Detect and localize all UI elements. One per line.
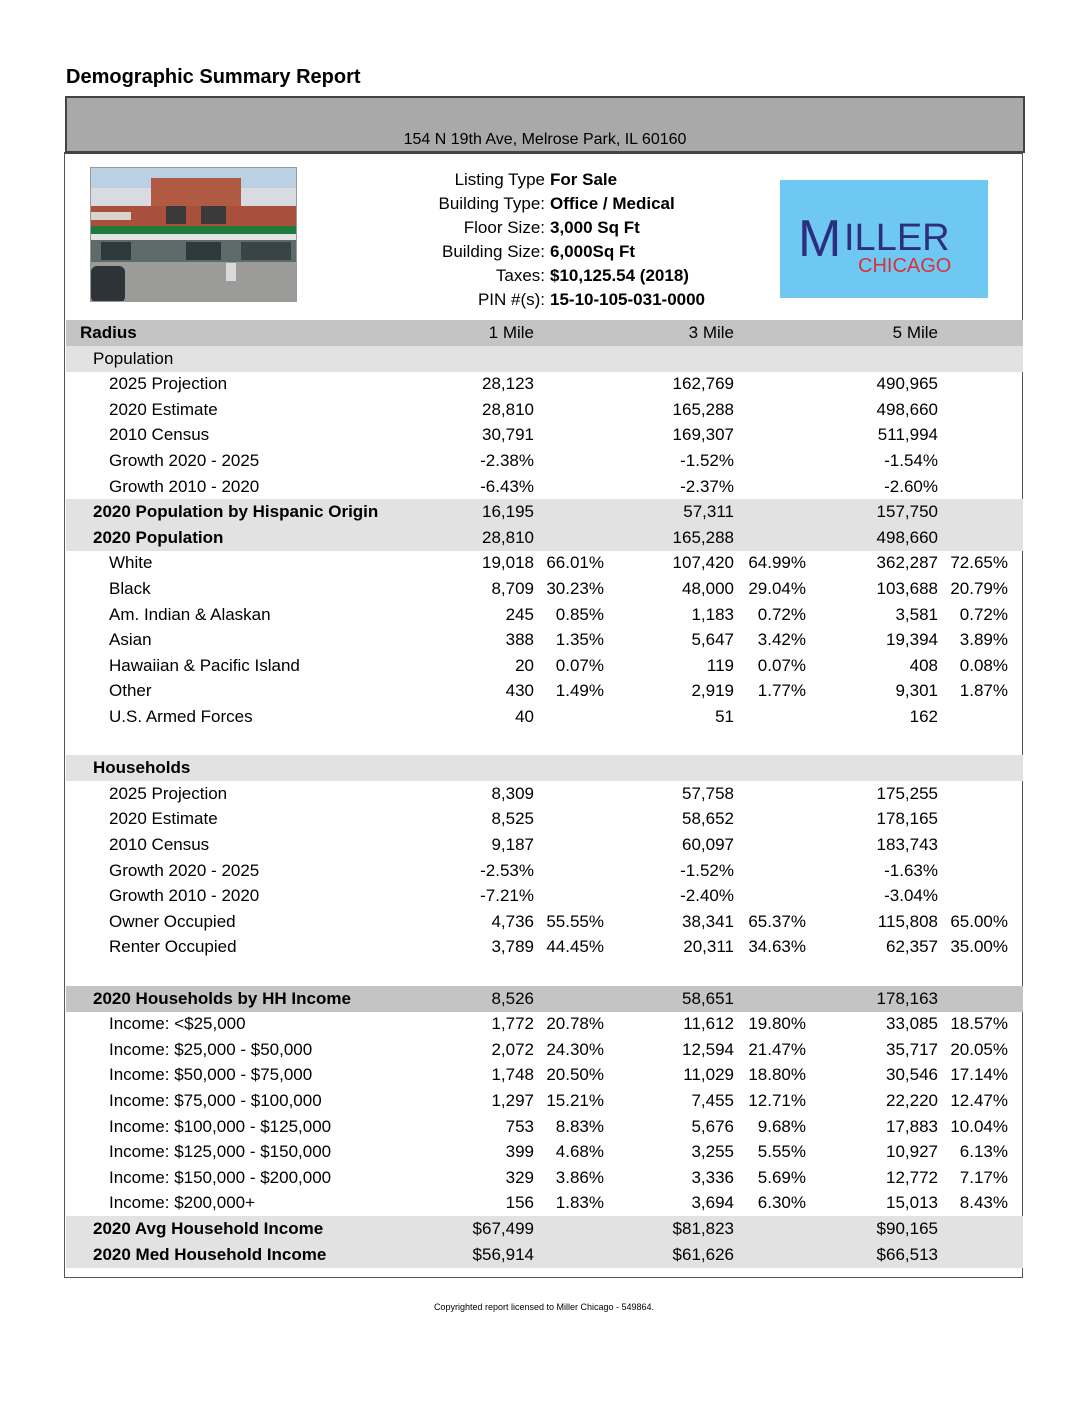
report-title: Demographic Summary Report	[66, 66, 361, 88]
value-cell: 490,965	[876, 374, 938, 394]
table-row	[66, 627, 1023, 653]
row-label: 2020 Households by HH Income	[93, 988, 351, 1008]
value-cell: -2.37%	[680, 476, 734, 496]
value-cell: 48,000	[682, 579, 734, 598]
logo-text-miller: M	[798, 210, 842, 268]
percent-cell: 9.68%	[757, 1116, 806, 1136]
percent-cell: 3.42%	[757, 630, 806, 650]
value-cell: 5,647	[691, 630, 734, 650]
table-row	[66, 499, 1023, 525]
value-cell: 12,772	[886, 1167, 938, 1187]
value-cell: 5,676	[691, 1116, 734, 1136]
value-cell: 40	[515, 707, 534, 726]
value-cell: 162,769	[672, 374, 734, 394]
value-cell: 103,688	[876, 579, 938, 598]
value-cell: 165,288	[672, 527, 734, 547]
percent-cell: 1.35%	[555, 630, 604, 650]
percent-cell: 29.04%	[748, 579, 806, 598]
value-cell: 511,994	[877, 425, 938, 445]
row-label: Income: $150,000 - $200,000	[109, 1167, 332, 1187]
value-cell: 8,526	[491, 988, 534, 1008]
table-row	[66, 1011, 1023, 1037]
value-cell: 22,220	[886, 1091, 938, 1110]
listing-label: Building Type:	[438, 194, 545, 213]
percent-cell: 5.55%	[757, 1142, 806, 1162]
listing-details	[380, 168, 760, 312]
percent-cell: 20.50%	[546, 1065, 604, 1085]
row-label: Black	[109, 579, 151, 598]
row-label: Income: $50,000 - $75,000	[109, 1065, 313, 1085]
value-cell: 5 Mile	[892, 323, 938, 342]
table-row	[66, 422, 1023, 448]
row-label: Growth 2010 - 2020	[109, 476, 260, 496]
percent-cell: 6.13%	[959, 1142, 1008, 1162]
percent-cell: 8.43%	[959, 1193, 1008, 1213]
percent-cell: 72.65%	[950, 553, 1008, 573]
table-row	[66, 576, 1023, 602]
row-label: Hawaiian & Pacific Island	[109, 655, 300, 675]
listing-row	[380, 216, 760, 240]
percent-cell: 3.89%	[959, 630, 1008, 650]
row-label: 2020 Population by Hispanic Origin	[93, 502, 379, 522]
value-cell: 362,287	[876, 553, 938, 573]
value-cell: 20	[515, 655, 534, 675]
row-label: Owner Occupied	[109, 911, 236, 931]
table-row	[66, 960, 1023, 986]
percent-cell: 66.01%	[546, 553, 604, 573]
table-row	[66, 346, 1023, 372]
value-cell: 3,336	[691, 1167, 734, 1187]
listing-value: 6,000Sq Ft	[550, 242, 636, 261]
value-cell: $67,499	[472, 1219, 534, 1238]
value-cell: 498,660	[876, 399, 938, 419]
row-label: Asian	[109, 630, 152, 650]
percent-cell: 64.99%	[748, 553, 806, 573]
value-cell: 183,743	[876, 835, 938, 854]
percent-cell: 1.49%	[555, 681, 604, 701]
row-label: 2010 Census	[109, 425, 210, 445]
value-cell: 430	[505, 681, 534, 701]
percent-cell: 12.47%	[950, 1091, 1008, 1110]
table-row	[66, 1114, 1023, 1140]
percent-cell: 8.83%	[555, 1116, 604, 1136]
percent-cell: 12.71%	[748, 1091, 806, 1110]
value-cell: 12,594	[682, 1039, 734, 1059]
table-row	[66, 1088, 1023, 1114]
value-cell: 388	[505, 630, 534, 650]
value-cell: -7.21%	[480, 886, 534, 906]
value-cell: 20,311	[683, 937, 734, 957]
row-label: 2010 Census	[109, 835, 210, 854]
table-row	[66, 1190, 1023, 1216]
percent-cell: 34.63%	[748, 937, 806, 957]
table-row	[66, 730, 1023, 756]
table-row	[66, 781, 1023, 807]
value-cell: 1,183	[691, 604, 734, 624]
listing-label: Listing Type	[454, 170, 545, 189]
table-row	[66, 678, 1023, 704]
row-label: 2020 Avg Household Income	[93, 1219, 324, 1238]
percent-cell: 7.17%	[959, 1167, 1008, 1187]
percent-cell: 18.80%	[748, 1065, 806, 1085]
property-photo	[90, 167, 297, 302]
table-row	[66, 934, 1023, 960]
percent-cell: 0.08%	[959, 655, 1008, 675]
value-cell: 8,309	[491, 783, 534, 803]
percent-cell: 21.47%	[748, 1039, 806, 1059]
percent-cell: 0.07%	[757, 655, 806, 675]
row-label: 2020 Estimate	[109, 399, 218, 419]
value-cell: 165,288	[672, 399, 734, 419]
value-cell: 19,394	[886, 630, 938, 650]
table-row	[66, 371, 1023, 397]
value-cell: -2.60%	[884, 476, 938, 496]
row-label: 2025 Projection	[109, 783, 228, 803]
listing-label: Floor Size:	[463, 218, 545, 237]
value-cell: 175,255	[876, 783, 938, 803]
value-cell: 57,311	[683, 502, 734, 522]
listing-value: $10,125.54 (2018)	[550, 266, 689, 285]
value-cell: 10,927	[886, 1142, 938, 1162]
row-label: Income: $75,000 - $100,000	[109, 1091, 322, 1110]
value-cell: 62,357	[886, 937, 938, 957]
percent-cell: 15.21%	[546, 1091, 604, 1110]
value-cell: -3.04%	[884, 886, 938, 906]
percent-cell: 4.68%	[555, 1142, 604, 1162]
listing-row	[380, 288, 760, 312]
value-cell: $61,626	[672, 1244, 734, 1264]
value-cell: -6.43%	[480, 476, 534, 496]
value-cell: 1,772	[491, 1014, 534, 1034]
table-row	[66, 1139, 1023, 1165]
value-cell: 1,748	[491, 1065, 534, 1085]
percent-cell: 0.72%	[757, 604, 806, 624]
value-cell: 58,651	[682, 988, 734, 1008]
value-cell: 169,307	[672, 425, 734, 445]
percent-cell: 44.45%	[546, 937, 604, 957]
listing-value: Office / Medical	[550, 194, 675, 213]
row-label: Households	[93, 758, 191, 778]
property-address: 154 N 19th Ave, Melrose Park, IL 60160	[403, 131, 687, 148]
listing-value: 15-10-105-031-0000	[550, 290, 706, 309]
value-cell: 178,163	[876, 988, 938, 1008]
value-cell: 329	[505, 1167, 534, 1187]
row-label: Population	[93, 348, 174, 368]
table-row	[66, 755, 1023, 781]
row-label: Renter Occupied	[109, 937, 237, 957]
value-cell: 408	[909, 655, 938, 675]
value-cell: 2,072	[491, 1039, 534, 1059]
percent-cell: 10.04%	[950, 1116, 1008, 1136]
percent-cell: 19.80%	[748, 1014, 806, 1034]
value-cell: -1.52%	[680, 860, 734, 880]
row-label: Income: <$25,000	[109, 1014, 246, 1034]
percent-cell: 65.00%	[950, 911, 1008, 931]
percent-cell: 35.00%	[950, 937, 1008, 957]
row-label: 2025 Projection	[109, 374, 228, 394]
value-cell: 11,029	[683, 1065, 734, 1085]
value-cell: 498,660	[876, 527, 938, 547]
row-label: Am. Indian & Alaskan	[109, 604, 271, 624]
percent-cell: 3.86%	[555, 1167, 604, 1187]
value-cell: 1,297	[491, 1091, 534, 1110]
value-cell: -1.52%	[680, 451, 734, 470]
listing-label: Building Size:	[441, 242, 545, 261]
value-cell: 51	[715, 707, 734, 726]
table-row	[66, 550, 1023, 576]
table-row	[66, 397, 1023, 423]
value-cell: 3,255	[691, 1142, 734, 1162]
value-cell: 9,187	[491, 835, 534, 854]
percent-cell: 55.55%	[546, 911, 604, 931]
value-cell: 19,018	[482, 553, 534, 573]
copyright-footer: Copyrighted report licensed to Miller Chicago - 549864.	[433, 1302, 655, 1312]
listing-row	[380, 240, 760, 264]
row-label: Growth 2020 - 2025	[109, 860, 260, 880]
address-header	[65, 96, 1025, 153]
table-row	[66, 1165, 1023, 1191]
percent-cell: 0.07%	[555, 655, 604, 675]
value-cell: 30,546	[886, 1065, 938, 1085]
value-cell: 115,808	[877, 911, 938, 931]
table-row	[66, 602, 1023, 628]
value-cell: 58,652	[682, 809, 734, 829]
value-cell: 11,612	[683, 1014, 734, 1034]
listing-value: 3,000 Sq Ft	[550, 218, 640, 237]
percent-cell: 18.57%	[950, 1014, 1008, 1034]
value-cell: 119	[706, 655, 734, 675]
value-cell: -2.38%	[480, 451, 534, 470]
row-label: U.S. Armed Forces	[109, 707, 253, 726]
value-cell: 156	[505, 1193, 534, 1213]
value-cell: 1 Mile	[488, 323, 534, 342]
value-cell: 30,791	[482, 425, 534, 445]
value-cell: -2.53%	[480, 860, 534, 880]
value-cell: 157,750	[876, 502, 938, 522]
row-label: Income: $125,000 - $150,000	[109, 1142, 332, 1162]
row-label: 2020 Population	[93, 527, 224, 547]
value-cell: 28,810	[482, 399, 534, 419]
row-label: Radius	[80, 323, 137, 342]
percent-cell: 30.23%	[546, 579, 604, 598]
value-cell: 35,717	[886, 1039, 938, 1059]
value-cell: 3,789	[491, 937, 534, 957]
logo-text-iller: ILLER	[844, 217, 950, 259]
table-row	[66, 883, 1023, 909]
listing-row	[380, 168, 760, 192]
value-cell: 4,736	[491, 911, 534, 931]
table-row	[66, 525, 1023, 551]
percent-cell: 5.69%	[757, 1167, 806, 1187]
table-row	[66, 653, 1023, 679]
row-label: Income: $200,000+	[109, 1193, 256, 1213]
value-cell: 753	[505, 1116, 534, 1136]
value-cell: -1.63%	[884, 860, 938, 880]
percent-cell: 1.87%	[959, 681, 1008, 701]
miller-chicago-logo	[780, 180, 988, 298]
row-label: Growth 2010 - 2020	[109, 886, 260, 906]
table-row	[66, 909, 1023, 935]
value-cell: $90,165	[876, 1219, 938, 1238]
table-row	[66, 320, 1023, 346]
percent-cell: 20.79%	[950, 579, 1008, 598]
listing-label: PIN #(s):	[477, 290, 545, 309]
value-cell: 38,341	[682, 911, 734, 931]
percent-cell: 20.05%	[950, 1039, 1008, 1059]
table-row	[66, 704, 1023, 730]
row-label: Other	[109, 681, 152, 701]
percent-cell: 0.85%	[555, 604, 604, 624]
value-cell: 3,581	[895, 604, 938, 624]
row-label: Income: $100,000 - $125,000	[109, 1116, 332, 1136]
value-cell: $66,513	[876, 1244, 938, 1264]
percent-cell: 20.78%	[546, 1014, 604, 1034]
value-cell: 33,085	[886, 1014, 938, 1034]
value-cell: 28,810	[482, 527, 534, 547]
value-cell: 28,123	[482, 374, 534, 394]
table-row	[66, 806, 1023, 832]
table-row	[66, 474, 1023, 500]
percent-cell: 1.77%	[757, 681, 806, 701]
value-cell: $56,914	[472, 1244, 534, 1264]
value-cell: 3 Mile	[688, 323, 734, 342]
logo-text-chicago: CHICAGO	[858, 255, 952, 277]
table-row	[66, 448, 1023, 474]
value-cell: $81,823	[672, 1219, 734, 1238]
value-cell: 178,165	[876, 809, 938, 829]
table-row	[66, 1216, 1023, 1242]
value-cell: 162	[909, 707, 938, 726]
value-cell: 245	[505, 604, 534, 624]
table-row	[66, 1037, 1023, 1063]
value-cell: 8,525	[491, 809, 534, 829]
value-cell: 57,758	[682, 783, 734, 803]
percent-cell: 65.37%	[748, 911, 806, 931]
value-cell: 7,455	[691, 1091, 734, 1110]
percent-cell: 17.14%	[950, 1065, 1008, 1085]
value-cell: 107,420	[672, 553, 734, 573]
value-cell: 3,694	[691, 1193, 734, 1213]
row-label: Growth 2020 - 2025	[109, 451, 260, 470]
row-label: 2020 Estimate	[109, 809, 218, 829]
percent-cell: 24.30%	[546, 1039, 604, 1059]
row-label: White	[109, 553, 153, 573]
table-row	[66, 1242, 1023, 1268]
value-cell: -2.40%	[680, 886, 734, 906]
table-row	[66, 1062, 1023, 1088]
table-row	[66, 858, 1023, 884]
value-cell: 16,195	[482, 502, 534, 522]
percent-cell: 0.72%	[959, 604, 1008, 624]
listing-row	[380, 264, 760, 288]
row-label: Income: $25,000 - $50,000	[109, 1039, 313, 1059]
value-cell: 60,097	[682, 835, 734, 854]
percent-cell: 6.30%	[757, 1193, 806, 1213]
value-cell: 8,709	[491, 579, 534, 598]
listing-row	[380, 192, 760, 216]
value-cell: 17,883	[886, 1116, 938, 1136]
value-cell: -1.54%	[884, 451, 938, 470]
value-cell: 15,013	[886, 1193, 938, 1213]
value-cell: 399	[505, 1142, 534, 1162]
row-label: 2020 Med Household Income	[93, 1244, 327, 1264]
percent-cell: 1.83%	[555, 1193, 604, 1213]
listing-value: For Sale	[550, 170, 618, 189]
table-row	[66, 832, 1023, 858]
table-row	[66, 986, 1023, 1012]
value-cell: 9,301	[895, 681, 938, 701]
value-cell: 2,919	[691, 681, 734, 701]
listing-label: Taxes:	[495, 266, 545, 285]
